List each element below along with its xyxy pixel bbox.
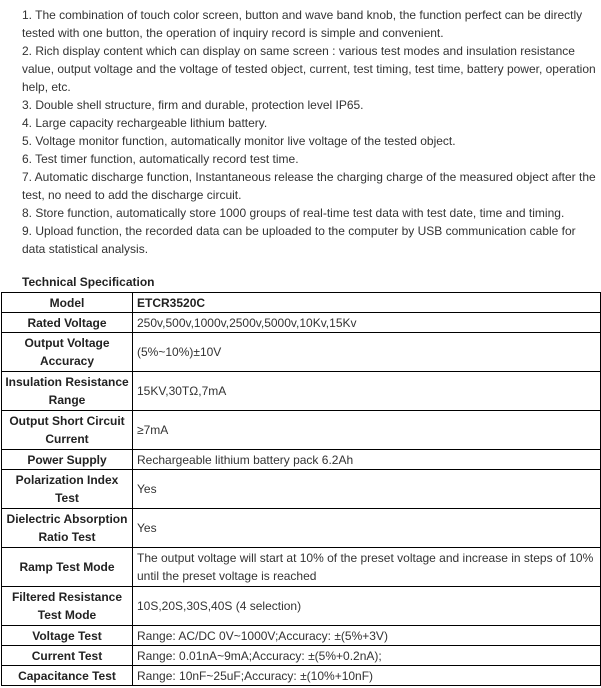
spec-label: Polarization Index Test [2, 470, 133, 509]
feature-item-3: 3. Double shell structure, firm and durable, protection level IP65. [22, 98, 364, 112]
spec-row-filtered-resistance-test-mode [2, 587, 601, 626]
feature-item-9: 9. Upload function, the recorded data can be uploaded to the computer by USB communication cable for data statistical analysis. [22, 224, 576, 256]
spec-value: The output voltage will start at 10% of the preset voltage and increase in steps of 10% until the preset voltage is reached [133, 548, 601, 587]
spec-value: 15KV,30TΩ,7mA [133, 372, 601, 411]
spec-label: Power Supply [2, 450, 133, 470]
spec-row-output-short-circuit-current [2, 411, 601, 450]
spec-row-power-supply [2, 450, 601, 470]
spec-label: Current Test [2, 646, 133, 666]
spec-value: Yes [133, 509, 601, 548]
feature-item-1: 1. The combination of touch color screen, button and wave band knob, the function perfect can be directly tested with one button, the operation of inquiry record is simple and convenient. [22, 8, 583, 40]
spec-label: Filtered Resistance Test Mode [2, 587, 133, 626]
feature-item-7: 7. Automatic discharge function, Instantaneous release the charging charge of the measured object after the test, no need to add the discharge circuit. [22, 170, 596, 202]
spec-row-current-test [2, 646, 601, 666]
spec-value: Rechargeable lithium battery pack 6.2Ah [133, 450, 601, 470]
spec-label: Ramp Test Mode [2, 548, 133, 587]
spec-row-insulation-resistance-range [2, 372, 601, 411]
spec-label: Insulation Resistance Range [2, 372, 133, 411]
spec-row-voltage-test [2, 626, 601, 646]
spec-value: 250v,500v,1000v,2500v,5000v,10Kv,15Kv [133, 313, 601, 333]
spec-value: Yes [133, 470, 601, 509]
spec-label: Output Voltage Accuracy [2, 333, 133, 372]
spec-row-polarization-index-test [2, 470, 601, 509]
spec-value: (5%~10%)±10V [133, 333, 601, 372]
spec-value: ETCR3520C [133, 293, 601, 313]
spec-value: 10S,20S,30S,40S (4 selection) [133, 587, 601, 626]
spec-row-ramp-test-mode [2, 548, 601, 587]
feature-item-4: 4. Large capacity rechargeable lithium battery. [22, 116, 268, 130]
spec-row-output-voltage-accuracy [2, 333, 601, 372]
spec-table [1, 292, 601, 686]
feature-item-6: 6. Test timer function, automatically record test time. [22, 152, 299, 166]
spec-value: Range: AC/DC 0V~1000V;Accuracy: ±(5%+3V) [133, 626, 601, 646]
feature-list [0, 0, 601, 258]
spec-label: Rated Voltage [2, 313, 133, 333]
spec-label: Capacitance Test [2, 666, 133, 686]
feature-item-2: 2. Rich display content which can display on same screen : various test modes and insulation resistance value, output voltage and the voltage of tested object, current, test timing, test time, battery power, operation help, etc. [22, 44, 596, 94]
spec-value: ≥7mA [133, 411, 601, 450]
spec-value: Range: 0.01nA~9mA;Accuracy: ±(5%+0.2nA); [133, 646, 601, 666]
spec-row-dielectric-absorption-ratio-test [2, 509, 601, 548]
spec-label: Dielectric Absorption Ratio Test [2, 509, 133, 548]
feature-item-5: 5. Voltage monitor function, automatically monitor live voltage of the tested object. [22, 134, 456, 148]
spec-row-rated-voltage [2, 313, 601, 333]
spec-value: Range: 10nF~25uF;Accuracy: ±(10%+10nF) [133, 666, 601, 686]
feature-item-8: 8. Store function, automatically store 1000 groups of real-time test data with test date, time and timing. [22, 206, 565, 220]
spec-row-model [2, 293, 601, 313]
spec-title: Technical Specification [22, 275, 155, 289]
spec-label: Output Short Circuit Current [2, 411, 133, 450]
spec-label: Model [2, 293, 133, 313]
spec-row-capacitance-test [2, 666, 601, 686]
spec-label: Voltage Test [2, 626, 133, 646]
